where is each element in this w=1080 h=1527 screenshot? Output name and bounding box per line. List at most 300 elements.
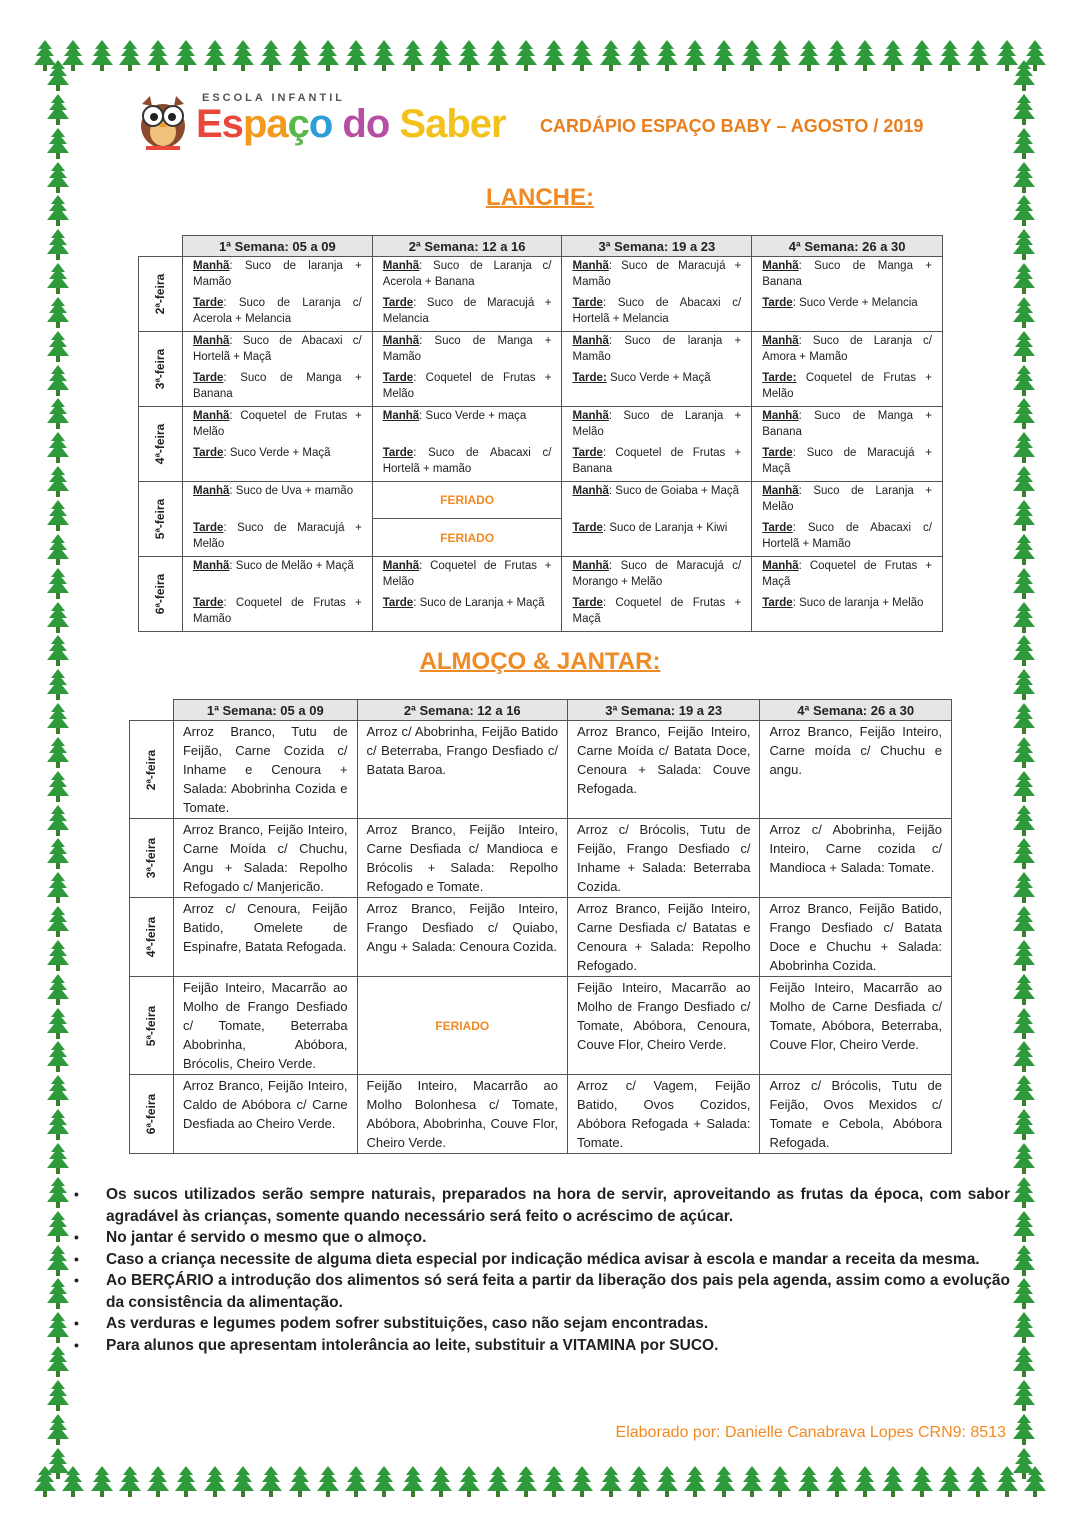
note-item: • Para alunos que apresentam intolerância ao leite, substituir a VITAMINA por SUCO. <box>74 1335 1010 1357</box>
tree-icon <box>1013 1211 1035 1243</box>
tree-icon <box>1013 1278 1035 1310</box>
meal-text: : Suco de laranja + Mamão <box>572 335 742 363</box>
meal-period-label: Manhã <box>572 260 609 272</box>
tree-icon <box>317 40 339 72</box>
tree-icon <box>47 1041 69 1073</box>
meal-cell <box>752 557 943 594</box>
tree-icon <box>204 1466 226 1498</box>
tree-border-right <box>1006 60 1042 1480</box>
tree-icon <box>656 40 678 72</box>
meal-period-label: Tarde: <box>572 371 607 384</box>
meal-cell: Feijão Inteiro, Macarrão ao Molho de Frango Desfiado c/ Tomate, Beterraba Abobrinha, Abóbora, Brócolis, Cheiro Verde. <box>173 977 357 1075</box>
meal-cell <box>562 519 752 557</box>
tree-icon <box>47 1346 69 1378</box>
tree-icon <box>515 1466 537 1498</box>
meal-period-label: Manhã <box>382 410 420 422</box>
table-row <box>139 444 943 482</box>
school-subtitle: ESCOLA INFANTIL <box>202 92 345 104</box>
table-row <box>139 369 943 407</box>
tree-icon <box>47 432 69 464</box>
day-label: 5ª-feira <box>144 1005 159 1046</box>
meal-cell <box>372 294 562 332</box>
meal-text: : Suco de Maracujá + Melão <box>192 521 362 550</box>
meal-text: : Suco de Abacaxi c/ Hortelã + Mamão <box>762 521 932 550</box>
tree-icon <box>47 940 69 972</box>
tree-border-left <box>40 60 76 1480</box>
note-item: • Caso a criança necessite de alguma dieta especial por indicação médica avisar à escola e mandar a receita da mesma. <box>74 1249 1010 1271</box>
tree-icon <box>1013 906 1035 938</box>
tree-icon <box>47 500 69 532</box>
tree-icon <box>260 1466 282 1498</box>
tree-border-bottom <box>0 1466 1080 1502</box>
tree-icon <box>1013 1312 1035 1344</box>
meal-period-label: Tarde <box>762 596 793 609</box>
tree-icon <box>1013 805 1035 837</box>
tree-icon <box>656 1466 678 1498</box>
tree-icon <box>1013 1177 1035 1209</box>
meal-text: : Suco de Melão + Maçã <box>229 560 354 572</box>
day-label: 6ª-feira <box>144 1093 159 1135</box>
tree-icon <box>47 771 69 803</box>
tree-icon <box>1013 534 1035 566</box>
meal-cell <box>372 257 562 294</box>
meal-cell <box>562 294 752 332</box>
tree-icon <box>1013 568 1035 600</box>
meal-cell <box>562 482 752 519</box>
table-row <box>139 257 943 294</box>
page-header <box>132 88 1012 158</box>
meal-cell <box>182 257 372 294</box>
meal-text: : Suco de Laranja c/ Acerola + Banana <box>382 260 552 288</box>
tree-icon <box>175 1466 197 1498</box>
tree-icon <box>47 1075 69 1107</box>
meal-period-label: Tarde <box>572 296 603 309</box>
meal-period-label: Manhã <box>762 260 799 272</box>
tree-icon <box>515 40 537 72</box>
meal-cell <box>562 369 752 407</box>
tree-icon <box>487 1466 509 1498</box>
tree-icon <box>1013 365 1035 397</box>
meal-cell <box>372 444 562 482</box>
meal-cell: FERIADO <box>372 482 562 519</box>
table-row <box>130 819 952 898</box>
tree-icon <box>1013 737 1035 769</box>
tree-icon <box>882 1466 904 1498</box>
tree-icon <box>713 40 735 72</box>
tree-icon <box>600 1466 622 1498</box>
meal-cell <box>752 594 943 632</box>
day-cell <box>130 819 174 898</box>
lanche-header-row <box>139 236 943 257</box>
meal-text: : Suco de Maracujá + Mamão <box>572 260 742 288</box>
meal-period-label: Tarde <box>192 371 224 384</box>
tree-icon <box>47 838 69 870</box>
tree-icon <box>47 128 69 160</box>
tree-icon <box>1013 297 1035 329</box>
tree-icon <box>543 40 565 72</box>
tree-icon <box>1013 1245 1035 1277</box>
meal-text: : Suco Verde + Maçã <box>223 446 331 459</box>
meal-cell: Feijão Inteiro, Macarrão ao Molho de Carne Desfiada c/ Tomate, Abóbora, Beterraba, Couve Flor, Cheiro Verde. <box>760 977 952 1075</box>
meal-text: Coquetel de Frutas + Melão <box>762 371 932 400</box>
meal-text: : Coquetel de Frutas + Maçã <box>572 596 742 625</box>
tree-icon <box>684 1466 706 1498</box>
school-name-logo: Espaço do Saber <box>196 102 506 146</box>
meal-cell <box>182 332 372 369</box>
corner-cell <box>139 236 183 257</box>
meal-text: : Coquetel de Frutas + Banana <box>572 446 742 475</box>
tree-icon <box>119 40 141 72</box>
tree-icon <box>911 1466 933 1498</box>
day-cell <box>130 898 174 977</box>
meal-cell: Arroz c/ Brócolis, Tutu de Feijão, Ovos Mexidos c/ Tomate e Cebola, Abóbora Refogada. <box>760 1075 952 1154</box>
tree-icon <box>47 1211 69 1243</box>
tree-icon <box>1013 398 1035 430</box>
almoco-header-row <box>130 700 952 721</box>
week-header: 1ª Semana: 05 a 09 <box>173 700 357 721</box>
meal-text: : Suco de Abacaxi c/ Hortelã + mamão <box>382 446 552 475</box>
tree-icon <box>47 534 69 566</box>
tree-icon <box>1013 432 1035 464</box>
tree-icon <box>911 40 933 72</box>
meal-text: : Suco de Maracujá + Melancia <box>382 296 552 325</box>
meal-cell <box>752 482 943 519</box>
meal-cell: FERIADO <box>372 519 562 557</box>
meal-period-label: Tarde <box>572 521 603 534</box>
table-row <box>139 557 943 594</box>
tree-icon <box>47 466 69 498</box>
meal-cell <box>752 519 943 557</box>
tree-icon <box>47 1245 69 1277</box>
tree-icon <box>1013 771 1035 803</box>
tree-icon <box>232 40 254 72</box>
week-header: 4ª Semana: 26 a 30 <box>760 700 952 721</box>
lanche-title: LANCHE: <box>486 184 594 211</box>
meal-period-label: Manhã <box>572 560 609 572</box>
tree-icon <box>571 40 593 72</box>
day-cell <box>139 407 183 482</box>
meal-text: : Suco de Laranja c/ Acerola + Melancia <box>192 296 362 325</box>
day-label: 5ª-feira <box>153 498 168 540</box>
tree-icon <box>289 1466 311 1498</box>
tree-icon <box>47 1278 69 1310</box>
meal-cell <box>182 519 372 557</box>
day-label: 4ª-feira <box>144 916 159 958</box>
tree-icon <box>1013 1041 1035 1073</box>
table-row <box>130 1075 952 1154</box>
meal-text: : Coquetel de Frutas + Mamão <box>192 596 362 625</box>
tree-icon <box>1013 703 1035 735</box>
meal-cell: FERIADO <box>357 977 567 1075</box>
meal-period-label: Manhã <box>762 335 799 347</box>
tree-icon <box>47 974 69 1006</box>
tree-icon <box>430 1466 452 1498</box>
tree-icon <box>47 331 69 363</box>
meal-period-label: Tarde <box>382 596 414 609</box>
tree-icon <box>47 60 69 92</box>
tree-icon <box>882 40 904 72</box>
meal-period-label: Manhã <box>192 560 230 572</box>
meal-text: : Suco de Maracujá + Maçã <box>762 446 932 475</box>
tree-icon <box>1013 331 1035 363</box>
meal-cell <box>182 482 372 519</box>
meal-cell <box>562 594 752 632</box>
tree-icon <box>47 1143 69 1175</box>
meal-period-label: Tarde <box>572 596 603 609</box>
tree-icon <box>345 40 367 72</box>
tree-icon <box>628 40 650 72</box>
meal-cell: Feijão Inteiro, Macarrão ao Molho Bolonhesa c/ Tomate, Abóbora, Abobrinha, Couve Flor, Cheiro Verde. <box>357 1075 567 1154</box>
tree-icon <box>854 1466 876 1498</box>
meal-period-label: Manhã <box>572 335 609 347</box>
note-item: • As verduras e legumes podem sofrer substituições, caso não sejam encontradas. <box>74 1313 1010 1335</box>
tree-icon <box>967 1466 989 1498</box>
meal-text: : Suco de Manga + Banana <box>762 410 932 438</box>
tree-icon <box>232 1466 254 1498</box>
meal-period-label: Manhã <box>192 260 230 272</box>
meal-text: : Suco de Abacaxi c/ Hortelã + Maçã <box>192 335 362 363</box>
table-row <box>139 332 943 369</box>
table-row <box>139 594 943 632</box>
tree-icon <box>1013 229 1035 261</box>
note-item: • No jantar é servido o mesmo que o almoço. <box>74 1227 1010 1249</box>
meal-period-label: Tarde <box>572 446 603 459</box>
meal-cell <box>372 407 562 444</box>
tree-icon <box>47 568 69 600</box>
meal-cell: Arroz c/ Abobrinha, Feijão Batido c/ Beterraba, Frango Desfiado c/ Batata Baroa. <box>357 721 567 819</box>
tree-icon <box>1013 1346 1035 1378</box>
table-row <box>130 977 952 1075</box>
tree-icon <box>47 737 69 769</box>
day-cell <box>130 1075 174 1154</box>
meal-text: : Suco Verde + maça <box>419 410 527 422</box>
day-label: 3ª-feira <box>144 837 159 879</box>
meal-cell <box>372 594 562 632</box>
tree-icon <box>47 1109 69 1141</box>
meal-text: : Suco de Manga + Mamão <box>382 335 552 363</box>
meal-period-label: Manhã <box>192 335 230 347</box>
meal-cell <box>182 294 372 332</box>
meal-cell <box>752 332 943 369</box>
meal-period-label: Tarde <box>192 446 224 459</box>
day-label: 4ª-feira <box>153 423 168 465</box>
meal-text: : Suco de Laranja + Melão <box>762 485 932 513</box>
tree-icon <box>1013 1448 1035 1480</box>
tree-icon <box>571 1466 593 1498</box>
meal-period-label: Manhã <box>382 560 420 572</box>
tree-icon <box>543 1466 565 1498</box>
meal-cell: Arroz Branco, Feijão Inteiro, Frango Desfiado c/ Quiabo, Angu + Salada: Cenoura Cozida. <box>357 898 567 977</box>
meal-text: : Suco de Abacaxi c/ Hortelã + Melancia <box>572 296 742 325</box>
meal-cell: Arroz Branco, Feijão Inteiro, Carne Desfiada c/ Batatas e Cenoura + Salada: Repolho Refogado. <box>567 898 759 977</box>
tree-icon <box>854 40 876 72</box>
tree-icon <box>402 1466 424 1498</box>
meal-cell: Arroz Branco, Feijão Batido, Frango Desfiado c/ Batata Doce e Chuchu + Salada: Abobrinha Cozida. <box>760 898 952 977</box>
meal-cell <box>372 557 562 594</box>
table-row <box>130 898 952 977</box>
meal-text: : Suco de laranja + Melão <box>792 596 924 609</box>
owl-logo-icon <box>136 92 190 150</box>
meal-period-label: Manhã <box>192 410 230 422</box>
meal-cell <box>752 407 943 444</box>
tree-icon <box>289 40 311 72</box>
tree-icon <box>47 1448 69 1480</box>
meal-cell: Arroz Branco, Tutu de Feijão, Carne Cozida c/ Inhame e Cenoura + Salada: Abobrinha Cozida e Tomate. <box>173 721 357 819</box>
meal-cell: Arroz c/ Vagem, Feijão Batido, Ovos Cozidos, Abóbora Refogada + Salada: Tomate. <box>567 1075 759 1154</box>
meal-cell <box>562 407 752 444</box>
week-header: 3ª Semana: 19 a 23 <box>567 700 759 721</box>
tree-icon <box>47 1312 69 1344</box>
tree-icon <box>1013 872 1035 904</box>
tree-icon <box>47 1008 69 1040</box>
meal-text: : Coquetel de Frutas + Melão <box>382 560 552 588</box>
tree-icon <box>1013 838 1035 870</box>
day-cell <box>139 482 183 557</box>
tree-icon <box>47 1414 69 1446</box>
meal-cell <box>182 594 372 632</box>
tree-icon <box>826 40 848 72</box>
tree-icon <box>204 40 226 72</box>
tree-icon <box>939 40 961 72</box>
table-row <box>139 519 943 557</box>
tree-icon <box>1013 128 1035 160</box>
almoco-title: ALMOÇO & JANTAR: <box>419 648 661 675</box>
day-cell <box>130 977 174 1075</box>
tree-icon <box>1013 1380 1035 1412</box>
meal-cell: Arroz Branco, Feijão Inteiro, Carne moída c/ Chuchu e angu. <box>760 721 952 819</box>
meal-period-label: Tarde <box>382 446 414 459</box>
tree-icon <box>373 1466 395 1498</box>
day-cell <box>139 332 183 407</box>
day-cell <box>139 257 183 332</box>
meal-cell: Arroz c/ Cenoura, Feijão Batido, Omelete de Espinafre, Batata Refogada. <box>173 898 357 977</box>
meal-text: : Suco Verde + Melancia <box>792 296 918 309</box>
meal-period-label: Manhã <box>192 485 230 497</box>
tree-icon <box>798 1466 820 1498</box>
meal-period-label: Tarde <box>382 371 414 384</box>
day-label: 2ª-feira <box>153 273 168 315</box>
tree-icon <box>826 1466 848 1498</box>
tree-icon <box>798 40 820 72</box>
tree-icon <box>260 40 282 72</box>
tree-icon <box>1013 1143 1035 1175</box>
meal-period-label: Manhã <box>762 410 799 422</box>
meal-period-label: Manhã <box>382 260 420 272</box>
tree-icon <box>1013 500 1035 532</box>
meal-cell <box>182 369 372 407</box>
meal-cell <box>182 557 372 594</box>
tree-icon <box>147 40 169 72</box>
signature: Elaborado por: Danielle Canabrava Lopes CRN9: 8513 <box>615 1424 1006 1441</box>
tree-icon <box>1013 1109 1035 1141</box>
tree-icon <box>47 872 69 904</box>
meal-period-label: Tarde <box>192 596 224 609</box>
tree-icon <box>487 40 509 72</box>
meal-cell <box>562 557 752 594</box>
meal-cell: Feijão Inteiro, Macarrão ao Molho de Frango Desfiado c/ Tomate, Abóbora, Cenoura, Couve Flor, Cheiro Verde. <box>567 977 759 1075</box>
week-header: 1ª Semana: 05 a 09 <box>182 236 372 257</box>
tree-icon <box>600 40 622 72</box>
week-header: 4ª Semana: 26 a 30 <box>752 236 943 257</box>
tree-icon <box>684 40 706 72</box>
tree-icon <box>1013 1008 1035 1040</box>
meal-text: Suco Verde + Maçã <box>606 371 711 384</box>
meal-text: : Suco de Laranja + Kiwi <box>602 521 728 534</box>
tree-icon <box>430 40 452 72</box>
meal-cell <box>752 294 943 332</box>
day-cell <box>130 721 174 819</box>
meal-cell <box>562 444 752 482</box>
tree-icon <box>741 40 763 72</box>
tree-icon <box>939 1466 961 1498</box>
tree-icon <box>47 365 69 397</box>
meal-cell: Arroz c/ Abobrinha, Feijão Inteiro, Carne cozida c/ Mandioca + Salada: Tomate. <box>760 819 952 898</box>
meal-text: : Suco de Laranja + Maçã <box>413 596 545 609</box>
meal-text: : Suco de Laranja + Melão <box>572 410 742 438</box>
tree-icon <box>47 297 69 329</box>
tree-icon <box>47 906 69 938</box>
tree-icon <box>741 1466 763 1498</box>
tree-icon <box>91 1466 113 1498</box>
tree-icon <box>458 40 480 72</box>
day-label: 2ª-feira <box>144 749 159 790</box>
tree-icon <box>1013 974 1035 1006</box>
week-header: 2ª Semana: 12 a 16 <box>357 700 567 721</box>
meal-cell <box>372 332 562 369</box>
tree-icon <box>1013 1075 1035 1107</box>
meal-cell: Arroz Branco, Feijão Inteiro, Carne Desfiada c/ Mandioca e Brócolis + Salada: Repolho Refogado e Tomate. <box>357 819 567 898</box>
tree-icon <box>175 40 197 72</box>
day-label: 6ª-feira <box>153 573 168 615</box>
meal-period-label: Manhã <box>572 485 609 497</box>
day-label: 3ª-feira <box>153 348 168 390</box>
tree-icon <box>47 263 69 295</box>
meal-cell <box>752 257 943 294</box>
tree-icon <box>373 40 395 72</box>
meal-period-label: Manhã <box>382 335 420 347</box>
tree-icon <box>1013 1414 1035 1446</box>
menu-title: CARDÁPIO ESPAÇO BABY – AGOSTO / 2019 <box>540 116 924 136</box>
tree-icon <box>147 1466 169 1498</box>
meal-text: : Suco de Goiaba + Maçã <box>608 485 739 497</box>
meal-cell <box>182 444 372 482</box>
tree-icon <box>769 40 791 72</box>
tree-icon <box>91 40 113 72</box>
tree-icon <box>458 1466 480 1498</box>
week-header: 3ª Semana: 19 a 23 <box>562 236 752 257</box>
note-item: • Ao BERÇÁRIO a introdução dos alimentos só será feita a partir da liberação dos pais pela agenda, assim como a evolução da consistência da alimentação. <box>74 1270 1010 1313</box>
meal-text: : Suco de Uva + mamão <box>229 485 354 497</box>
meal-cell: Arroz Branco, Feijão Inteiro, Carne Moída c/ Batata Doce, Cenoura + Salada: Couve Refogada. <box>567 721 759 819</box>
meal-text: : Suco de Manga + Banana <box>762 260 932 288</box>
almoco-table <box>129 699 952 1154</box>
tree-icon <box>713 1466 735 1498</box>
tree-border-top <box>0 40 1080 76</box>
day-cell <box>139 557 183 632</box>
tree-icon <box>47 1177 69 1209</box>
meal-period-label: Tarde <box>382 296 414 309</box>
meal-period-label: Manhã <box>762 485 799 497</box>
table-row <box>139 407 943 444</box>
meal-text: : Suco de Laranja c/ Amora + Mamão <box>762 335 932 363</box>
meal-text: : Suco de Manga + Banana <box>192 371 362 400</box>
meal-period-label: Manhã <box>572 410 609 422</box>
meal-period-label: Tarde <box>192 296 224 309</box>
tree-icon <box>1013 94 1035 126</box>
meal-text: : Coquetel de Frutas + Melão <box>382 371 552 400</box>
tree-icon <box>345 1466 367 1498</box>
meal-cell: Arroz Branco, Feijão Inteiro, Carne Moída c/ Chuchu, Angu + Salada: Repolho Refogado c/ Manjericão. <box>173 819 357 898</box>
